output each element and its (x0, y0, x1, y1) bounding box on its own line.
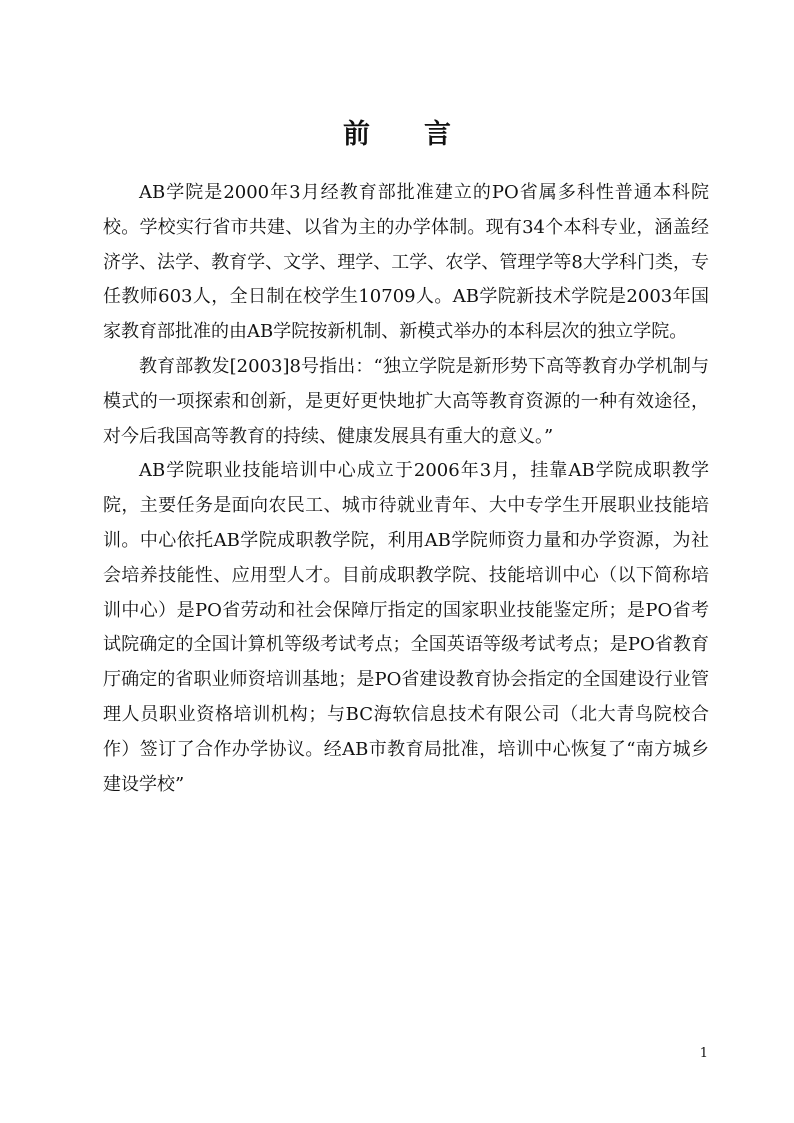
page-number: 1 (699, 1046, 708, 1061)
paragraph-3: AB学院职业技能培训中心成立于2006年3月，挂靠AB学院成职教学院，主要任务是面向农民工、城市待就业青年、大中专学生开展职业技能培训。中心依托AB学院成职教学院，利用AB学院师资力量和办学资源，为社会培养技能性、应用型人才。目前成职教学院、技能培训中心（以下简称培训中心）是PO省劳动和社会保障厅指定的国家职业技能鉴定所；是PO省考试院确定的全国计算机等级考试考点；全国英语等级考试考点；是PO省教育厅确定的省职业师资培训基地；是PO省建设教育协会指定的全国建设行业管理人员职业资格培训机构；与BC海软信息技术有限公司（北大青鸟院校合作）签订了合作办学协议。经AB市教育局批准，培训中心恢复了“南方城乡建设学校” (103, 460, 709, 795)
title-char-1: 前 (343, 119, 370, 150)
paragraph-1: AB学院是2000年3月经教育部批准建立的PO省属多科性普通本科院校。学校实行省市共建、以省为主的办学体制。现有34个本科专业，涵盖经济学、法学、教育学、文学、理学、工学、农学、管理学等8大学科门类，专任教师603人，全日制在校学生10709人。AB学院新技术学院是2003年国家教育部批准的由AB学院按新机制、新模式举办的本科层次的独立学院。 (103, 182, 709, 343)
body-text (103, 176, 709, 802)
paragraph-2: 教育部教发[2003]8号指出：“独立学院是新形势下高等教育办学机制与模式的一项探索和创新，是更好更快地扩大高等教育资源的一种有效途径，对今后我国高等教育的持续、健康发展具有重大的意义。” (103, 355, 709, 447)
page-title (0, 112, 794, 151)
title-char-2: 言 (424, 119, 451, 150)
